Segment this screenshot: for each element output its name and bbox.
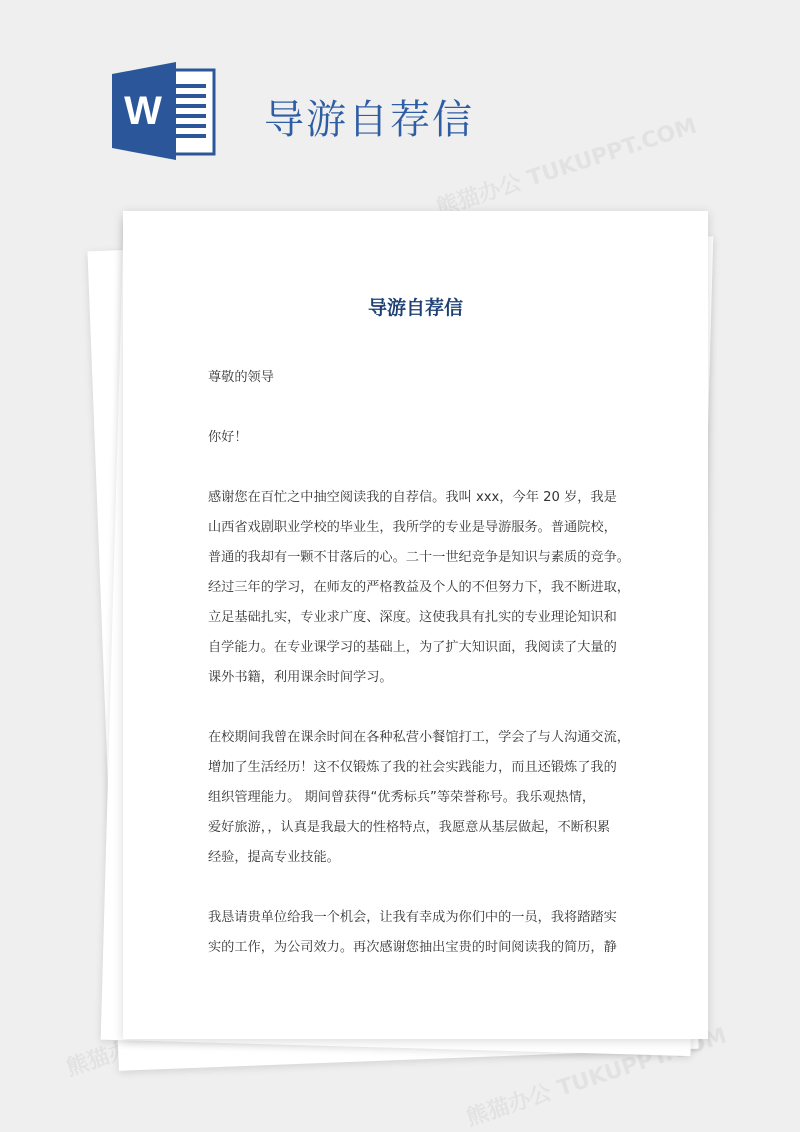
document-title: 导游自荐信: [367, 297, 463, 319]
text-line: 自学能力。在专业课学习的基础上，为了扩大知识面，我阅读了大量的: [208, 640, 617, 655]
paragraph-2: [208, 723, 628, 873]
text-line: 经过三年的学习，在师友的严格教益及个人的不但努力下，我不断进取，: [208, 580, 630, 595]
word-document-icon: [112, 62, 224, 160]
text-line: 实的工作，为公司效力。再次感谢您抽出宝贵的时间阅读我的简历，静: [208, 940, 617, 955]
document-page: [123, 211, 708, 1039]
greeting: 你好！: [208, 430, 248, 445]
text-line: 增加了生活经历！这不仅锻炼了我的社会实践能力，而且还锻炼了我的: [208, 760, 617, 775]
paragraph-3: [208, 903, 628, 963]
text-line: 我恳请贵单位给我一个机会，让我有幸成为你们中的一员，我将踏踏实: [208, 910, 617, 925]
text-line: 在校期间我曾在课余时间在各种私营小餐馆打工，学会了与人沟通交流，: [208, 730, 630, 745]
text-line: 立足基础扎实，专业求广度、深度。这使我具有扎实的专业理论知识和: [208, 610, 617, 625]
watermark: 熊猫办公 TUKUPPT.COM: [463, 1023, 730, 1132]
header: [0, 0, 800, 200]
text-line: 经验，提高专业技能。: [208, 850, 340, 865]
page-title: 导游自荐信: [264, 97, 474, 143]
text-line: 组织管理能力。 期间曾获得“优秀标兵”等荣誉称号。我乐观热情，: [208, 790, 596, 805]
document-body: [208, 363, 628, 963]
paragraph-1: [208, 483, 628, 693]
text-line: 山西省戏剧职业学校的毕业生，我所学的专业是导游服务。普通院校，: [208, 520, 617, 535]
word-letter: W: [124, 89, 162, 133]
text-line: 爱好旅游，，认真是我最大的性格特点，我愿意从基层做起，不断积累: [208, 820, 611, 835]
watermark: 熊猫办公: [63, 1030, 155, 1082]
text-line: 普通的我却有一颗不甘落后的心。二十一世纪竞争是知识与素质的竞争。: [208, 550, 630, 565]
salutation: 尊敬的领导: [208, 370, 274, 385]
text-line: 课外书籍，利用课余时间学习。: [208, 670, 393, 685]
text-line: 感谢您在百忙之中抽空阅读我的自荐信。我叫 xxx，今年 20 岁，我是: [208, 490, 617, 505]
watermark: 熊猫办公 TUKUPPT.COM: [433, 113, 700, 222]
